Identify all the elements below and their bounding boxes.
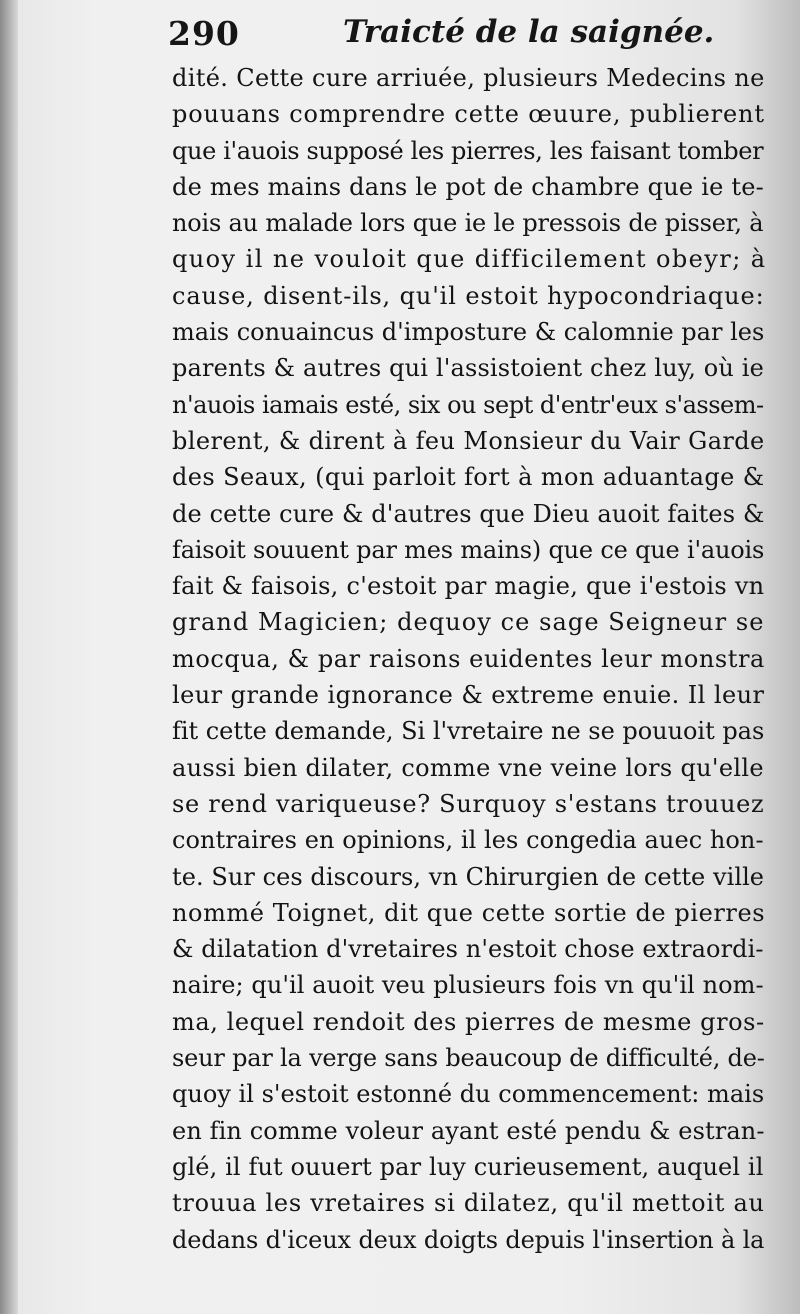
page-header (168, 14, 768, 58)
text-line: en fin comme voleur ayant esté pendu & estran- (172, 1116, 765, 1145)
text-line: nois au malade lors que ie le pressois de pisser, à (172, 209, 764, 238)
text-line: cause, disent-ils, qu'il estoit hypocondriaque: (172, 281, 765, 310)
text-line: que i'auois supposé les pierres, les faisant tomber (172, 136, 764, 165)
text-line: fit cette demande, Si l'vretaire ne se pouuoit pas (172, 717, 765, 746)
text-line: blerent, & dirent à feu Monsieur du Vair Garde (172, 426, 765, 455)
text-line: aussi bien dilater, comme vne veine lors qu'elle (172, 753, 764, 782)
text-line: n'auois iamais esté, six ou sept d'entr'eux s'assem- (172, 390, 764, 419)
text-line: de cette cure & d'autres que Dieu auoit faites & (172, 499, 765, 528)
text-line: naire; qu'il auoit veu plusieurs fois vn qu'il nom- (172, 971, 764, 1000)
text-line: des Seaux, (qui parloit fort à mon aduantage & (172, 463, 765, 492)
text-line: leur grande ignorance & extreme enuie. Il leur (172, 681, 765, 710)
page-number: 290 (168, 14, 240, 53)
text-line: mais conuaincus d'imposture & calomnie par les (172, 318, 765, 347)
text-line: mocqua, & par raisons euidentes leur monstra (172, 644, 765, 673)
body-text (172, 60, 767, 1258)
text-line: quoy il s'estoit estonné du commencement: mais (172, 1080, 765, 1109)
text-line: dité. Cette cure arriuée, plusieurs Medecins ne (172, 64, 765, 92)
text-line: se rend variqueuse? Surquoy s'estans trouuez (172, 789, 765, 818)
page-gutter (0, 0, 18, 1314)
running-title: Traicté de la saignée. (343, 14, 715, 50)
text-line: parents & autres qui l'assistoient chez luy, où ie (172, 354, 765, 383)
text-line: & dilatation d'vretaires n'estoit chose extraordi- (172, 935, 764, 964)
text-line: contraires en opinions, il les congedia auec hon- (172, 826, 764, 855)
text-line: fait & faisois, c'estoit par magie, que i'estois vn (172, 572, 765, 601)
text-line: nommé Toignet, dit que cette sortie de pierres (172, 898, 766, 927)
text-line: grand Magicien; dequoy ce sage Seigneur se (172, 608, 765, 637)
text-line: pouuans comprendre cette œuure, publierent (172, 100, 765, 129)
text-line: ma, lequel rendoit des pierres de mesme gros- (172, 1007, 765, 1036)
text-line: dedans d'iceux deux doigts depuis l'insertion à la (172, 1225, 765, 1254)
text-line: quoy il ne vouloit que difficilement obeyr; à (172, 245, 767, 274)
text-line: faisoit souuent par mes mains) que ce que i'auois (172, 535, 765, 564)
text-line: te. Sur ces discours, vn Chirurgien de cette ville (172, 862, 765, 891)
text-line: trouua les vretaires si dilatez, qu'il mettoit au (172, 1189, 765, 1218)
text-line: seur par la verge sans beaucoup de difficulté, de- (172, 1044, 765, 1073)
text-line: de mes mains dans le pot de chambre que ie te- (172, 172, 764, 201)
text-line: glé, il fut ouuert par luy curieusement, auquel il (172, 1152, 764, 1181)
